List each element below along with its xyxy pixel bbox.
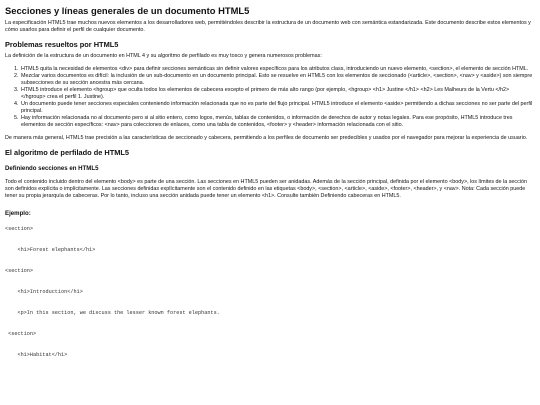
example-label: Ejemplo: (5, 210, 31, 217)
problems-list (5, 66, 535, 129)
code-line: <section> (5, 226, 34, 232)
code-line: <h1>Introduction</h1> (5, 289, 83, 295)
code-line: <p>In this section, we discuss the lesser known forest elephants. (5, 310, 220, 316)
list-item: 2. Mezclar varios documentos es difícil: la inclusión de un sub-documento en un documento principal. Esto se resuelve en HTML5 con los elementos de seccionado (<article>, <section>, <nav> y <aside>) son siempre subsecciones de su sección ancestra más cercana. (20, 73, 535, 87)
page-title: Secciones y líneas generales de un documento HTML5 (5, 5, 250, 16)
subheading-defining-sections: Definiendo secciones en HTML5 (5, 165, 99, 172)
code-line: <section> (5, 268, 34, 274)
section-heading-algorithm: El algoritmo de perfilado de HTML5 (5, 148, 130, 157)
list-item: 5. Hay información relacionada no al documento pero si al sitio entero, como logos, menús, tablas de contenidos, o información de derechos de autor y notas legales. Para ese propósito, HTML5 introduce tres elementos de sección específicos: <nav> para colecciones de enlaces, como una tabla de contenidos, <footer> y <header> información relacionada con el sitio. (20, 115, 535, 129)
list-item: 1. HTML5 quita la necesidad de elementos <div> para definir secciones semánticas sin definir valores específicos para los atributos class, introduciendo un nuevo elemento, <section>, el elemento de sección HTML. (20, 66, 535, 73)
code-line: <section> (5, 331, 37, 337)
code-line: <h1>Habitat</h1> (5, 352, 68, 358)
problems-paragraph: La definición de la estructura de un documento en HTML 4 y su algoritmo de perfilado es muy tosco y genera numerosos problemas: (5, 53, 322, 59)
intro-paragraph: La especificación HTML5 trae muchos nuevos elementos a los desarrolladores web, permitiéndoles describir la estructura de un documento web con semántica estandarizada. Este documento describe estos elementos y cómo usarlos para definir el perfil de cualquier documento. (5, 20, 531, 33)
code-line: <h1>Forest elephants</h1> (5, 247, 96, 253)
code-example (5, 226, 535, 359)
list-item: 4. Un documento puede tener secciones especiales conteniendo información relacionada que no es parte del flujo principal. HTML5 introduce el elemento <aside> permitiendo a dichas secciones no ser parte del perfil principal. (20, 101, 535, 115)
section-heading-problems: Problemas resueltos por HTML5 (5, 40, 119, 49)
list-item: 3. HTML5 introduce el elemento <hgroup> que oculta todos los elementos de cabecera excepto el primero de más alto rango (por ejemplo, <hgroup> <h1> Justine </h1> <h2> Les Malheurs de la Vertu </h2> </hgroup> crea el perfil 1. Justine). (20, 87, 535, 101)
closing-paragraph: De manera más general, HTML5 trae precisión a las características de seccionado y cabecera, permitiendo a los perfiles de documento ser predecibles y usados por el navegador para mejorar la experiencia de usuario. (5, 135, 528, 141)
defining-sections-paragraph: Todo el contenido incluido dentro del elemento <body> es parte de una sección. Las secciones en HTML5 pueden ser anidadas. Además de la sección principal, definida por el elemento <body>, los límites de la sección son definidos explícita o implícitamente. Las secciones definidas explícitamente son el contenido definido en las etiquetas <body>, <section>, <article>, <aside>, <footer>, <header>, y <nav>. Nota: Cada sección puede tener su propia jerarquía de cabeceras. Por lo tanto, incluso una sección anidada puede tener un elemento <h1>. Consulte también Definiendo cabeceras en HTML5. (5, 179, 528, 199)
